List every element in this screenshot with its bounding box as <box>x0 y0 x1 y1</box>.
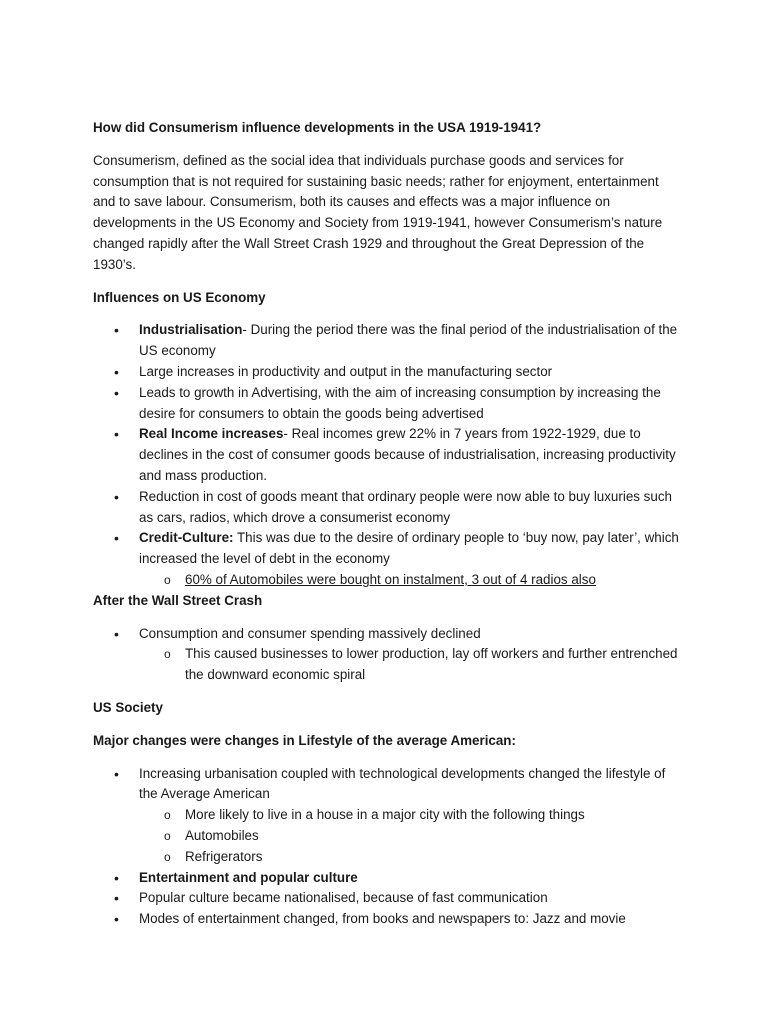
intro-paragraph: Consumerism, defined as the social idea that individuals purchase goods and services for consumption that is not required for sustaining basic needs; rather for enjoyment, entertainment and to save labour. Consumerism, both its causes and effects was a major influence on developments in the US Economy and Society from 1919-1941, however Consumerism’s nature changed rapidly after the Wall Street Crash 1929 and throughout the Great Depression of the 1930’s. <box>93 152 663 272</box>
society-subheading: Major changes were changes in Lifestyle of the average American: <box>93 732 516 748</box>
list-item: • Credit-Culture: This was due to the desire of ordinary people to ‘buy now, pay later’, which increased the level of debt in the economy <box>93 528 683 570</box>
list-item: • Real Income increases- Real incomes grew 22% in 7 years from 1922-1929, due to declines in the cost of consumer goods because of industrialisation, increasing productivity and mass production. <box>93 424 683 486</box>
list-item: • Entertainment and popular culture <box>93 868 683 889</box>
sub-list-item: o Refrigerators <box>93 847 683 868</box>
list-item: • Consumption and consumer spending massively declined <box>93 624 683 645</box>
list-item: • Increasing urbanisation coupled with technological developments changed the lifestyle of the Average American <box>93 764 683 806</box>
list-item: • Modes of entertainment changed, from books and newspapers to: Jazz and movie <box>93 909 683 930</box>
economy-list <box>93 320 683 590</box>
crash-heading: After the Wall Street Crash <box>93 592 263 608</box>
list-item: • Popular culture became nationalised, because of fast communication <box>93 888 683 909</box>
sub-list-item: o This caused businesses to lower production, lay off workers and further entrenched the downward economic spiral <box>93 644 683 686</box>
sub-list-item: o 60% of Automobiles were bought on instalment, 3 out of 4 radios also <box>93 570 683 591</box>
society-list <box>93 764 683 930</box>
list-item: • Industrialisation- During the period there was the final period of the industrialisation of the US economy <box>93 320 683 362</box>
document-title: How did Consumerism influence developments in the USA 1919-1941? <box>93 120 542 135</box>
list-item: • Reduction in cost of goods meant that ordinary people were now able to buy luxuries such as cars, radios, which drove a consumerist economy <box>93 487 683 529</box>
list-item: • Leads to growth in Advertising, with the aim of increasing consumption by increasing the desire for consumers to obtain the goods being advertised <box>93 383 683 425</box>
sub-list-item: o Automobiles <box>93 826 683 847</box>
document-page <box>93 118 683 930</box>
crash-list <box>93 624 683 686</box>
economy-heading: Influences on US Economy <box>93 289 266 305</box>
list-item: • Large increases in productivity and output in the manufacturing sector <box>93 362 683 383</box>
sub-list-item: o More likely to live in a house in a major city with the following things <box>93 805 683 826</box>
society-heading: US Society <box>93 699 163 715</box>
